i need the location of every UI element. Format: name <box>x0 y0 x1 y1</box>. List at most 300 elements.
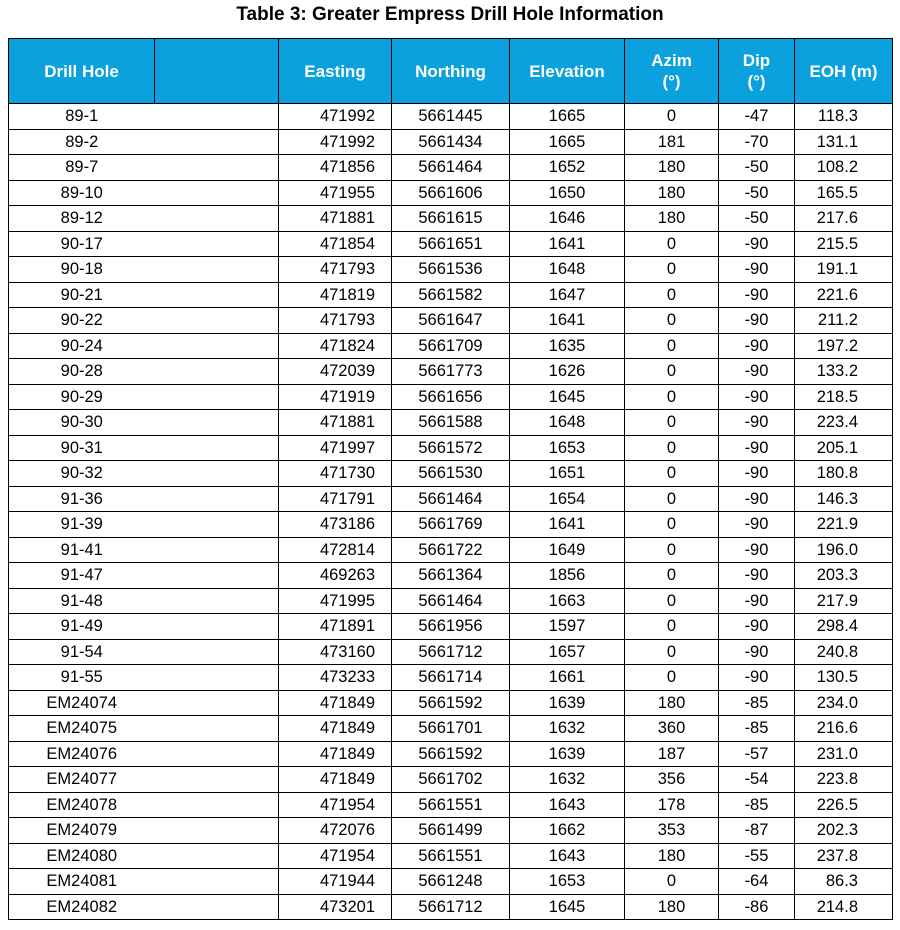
cell-dip: -70 <box>719 129 795 155</box>
cell-elevation: 1661 <box>510 665 625 691</box>
table-row <box>9 665 893 691</box>
cell-northing: 5661551 <box>392 843 510 869</box>
cell-eoh: 133.2 <box>795 359 893 385</box>
cell-spacer <box>155 614 279 640</box>
cell-elevation: 1645 <box>510 384 625 410</box>
cell-azim: 0 <box>625 104 719 130</box>
cell-azim: 353 <box>625 818 719 844</box>
cell-northing: 5661530 <box>392 461 510 487</box>
cell-spacer <box>155 384 279 410</box>
cell-elevation: 1650 <box>510 180 625 206</box>
cell-easting: 471791 <box>279 486 392 512</box>
cell-easting: 471849 <box>279 690 392 716</box>
cell-drill-hole: EM24080 <box>9 843 155 869</box>
cell-dip: -57 <box>719 741 795 767</box>
header-northing: Northing <box>392 39 510 104</box>
cell-northing: 5661615 <box>392 206 510 232</box>
cell-dip: -50 <box>719 155 795 181</box>
cell-azim: 0 <box>625 461 719 487</box>
cell-easting: 473233 <box>279 665 392 691</box>
cell-drill-hole: 90-29 <box>9 384 155 410</box>
cell-drill-hole: 91-41 <box>9 537 155 563</box>
cell-elevation: 1654 <box>510 486 625 512</box>
cell-elevation: 1648 <box>510 257 625 283</box>
cell-easting: 471849 <box>279 741 392 767</box>
cell-azim: 180 <box>625 894 719 920</box>
cell-spacer <box>155 690 279 716</box>
cell-easting: 471856 <box>279 155 392 181</box>
table-row <box>9 180 893 206</box>
cell-dip: -90 <box>719 537 795 563</box>
cell-spacer <box>155 410 279 436</box>
cell-easting: 471881 <box>279 206 392 232</box>
drill-hole-table <box>8 38 893 920</box>
cell-drill-hole: EM24074 <box>9 690 155 716</box>
cell-spacer <box>155 639 279 665</box>
cell-northing: 5661364 <box>392 563 510 589</box>
cell-eoh: 226.5 <box>795 792 893 818</box>
cell-elevation: 1632 <box>510 716 625 742</box>
cell-dip: -90 <box>719 588 795 614</box>
cell-eoh: 223.8 <box>795 767 893 793</box>
cell-northing: 5661248 <box>392 869 510 895</box>
cell-spacer <box>155 512 279 538</box>
cell-eoh: 221.6 <box>795 282 893 308</box>
cell-northing: 5661701 <box>392 716 510 742</box>
cell-elevation: 1641 <box>510 231 625 257</box>
cell-elevation: 1643 <box>510 792 625 818</box>
cell-elevation: 1653 <box>510 869 625 895</box>
cell-eoh: 86.3 <box>795 869 893 895</box>
cell-eoh: 215.5 <box>795 231 893 257</box>
cell-northing: 5661647 <box>392 308 510 334</box>
cell-drill-hole: 90-21 <box>9 282 155 308</box>
cell-eoh: 211.2 <box>795 308 893 334</box>
cell-eoh: 214.8 <box>795 894 893 920</box>
cell-easting: 471824 <box>279 333 392 359</box>
table-row <box>9 690 893 716</box>
table-row <box>9 308 893 334</box>
cell-spacer <box>155 716 279 742</box>
cell-dip: -90 <box>719 512 795 538</box>
cell-drill-hole: 89-7 <box>9 155 155 181</box>
cell-northing: 5661712 <box>392 894 510 920</box>
cell-dip: -85 <box>719 716 795 742</box>
cell-easting: 471793 <box>279 308 392 334</box>
cell-northing: 5661445 <box>392 104 510 130</box>
cell-azim: 180 <box>625 180 719 206</box>
cell-spacer <box>155 792 279 818</box>
cell-elevation: 1597 <box>510 614 625 640</box>
cell-azim: 356 <box>625 767 719 793</box>
table-row <box>9 257 893 283</box>
header-dip-label: Dip <box>742 51 771 70</box>
cell-drill-hole: 89-2 <box>9 129 155 155</box>
cell-spacer <box>155 741 279 767</box>
cell-northing: 5661956 <box>392 614 510 640</box>
cell-drill-hole: 89-12 <box>9 206 155 232</box>
cell-drill-hole: 90-17 <box>9 231 155 257</box>
cell-elevation: 1665 <box>510 104 625 130</box>
table-row <box>9 104 893 130</box>
cell-eoh: 180.8 <box>795 461 893 487</box>
cell-spacer <box>155 563 279 589</box>
cell-eoh: 216.6 <box>795 716 893 742</box>
table-row <box>9 410 893 436</box>
cell-drill-hole: 91-55 <box>9 665 155 691</box>
cell-northing: 5661536 <box>392 257 510 283</box>
cell-easting: 471730 <box>279 461 392 487</box>
table-row <box>9 359 893 385</box>
cell-elevation: 1652 <box>510 155 625 181</box>
cell-spacer <box>155 665 279 691</box>
cell-spacer <box>155 257 279 283</box>
cell-dip: -90 <box>719 563 795 589</box>
cell-spacer <box>155 359 279 385</box>
cell-eoh: 205.1 <box>795 435 893 461</box>
cell-easting: 472039 <box>279 359 392 385</box>
cell-elevation: 1635 <box>510 333 625 359</box>
cell-easting: 471992 <box>279 104 392 130</box>
cell-northing: 5661722 <box>392 537 510 563</box>
cell-northing: 5661582 <box>392 282 510 308</box>
cell-eoh: 217.6 <box>795 206 893 232</box>
table-row <box>9 333 893 359</box>
cell-drill-hole: 90-31 <box>9 435 155 461</box>
cell-dip: -90 <box>719 359 795 385</box>
cell-drill-hole: EM24076 <box>9 741 155 767</box>
cell-dip: -90 <box>719 639 795 665</box>
cell-azim: 0 <box>625 435 719 461</box>
cell-dip: -50 <box>719 180 795 206</box>
cell-eoh: 202.3 <box>795 818 893 844</box>
table-row <box>9 206 893 232</box>
cell-eoh: 298.4 <box>795 614 893 640</box>
cell-spacer <box>155 206 279 232</box>
table-row <box>9 716 893 742</box>
cell-drill-hole: 90-18 <box>9 257 155 283</box>
cell-elevation: 1647 <box>510 282 625 308</box>
cell-northing: 5661769 <box>392 512 510 538</box>
table-row <box>9 231 893 257</box>
cell-northing: 5661464 <box>392 588 510 614</box>
cell-easting: 471891 <box>279 614 392 640</box>
cell-elevation: 1657 <box>510 639 625 665</box>
cell-eoh: 231.0 <box>795 741 893 767</box>
cell-azim: 181 <box>625 129 719 155</box>
cell-drill-hole: 91-39 <box>9 512 155 538</box>
cell-eoh: 217.9 <box>795 588 893 614</box>
cell-dip: -90 <box>719 410 795 436</box>
cell-azim: 0 <box>625 665 719 691</box>
table-row <box>9 767 893 793</box>
table-row <box>9 461 893 487</box>
cell-dip: -85 <box>719 792 795 818</box>
cell-easting: 471849 <box>279 767 392 793</box>
cell-drill-hole: 91-54 <box>9 639 155 665</box>
cell-northing: 5661499 <box>392 818 510 844</box>
cell-spacer <box>155 894 279 920</box>
table-row <box>9 818 893 844</box>
cell-northing: 5661606 <box>392 180 510 206</box>
cell-eoh: 191.1 <box>795 257 893 283</box>
cell-spacer <box>155 104 279 130</box>
cell-northing: 5661773 <box>392 359 510 385</box>
cell-spacer <box>155 767 279 793</box>
cell-elevation: 1645 <box>510 894 625 920</box>
cell-spacer <box>155 486 279 512</box>
cell-easting: 471854 <box>279 231 392 257</box>
cell-northing: 5661588 <box>392 410 510 436</box>
table-row <box>9 741 893 767</box>
header-drill-hole: Drill Hole <box>9 39 155 104</box>
cell-drill-hole: EM24081 <box>9 869 155 895</box>
cell-drill-hole: 90-24 <box>9 333 155 359</box>
cell-drill-hole: 90-30 <box>9 410 155 436</box>
cell-northing: 5661551 <box>392 792 510 818</box>
cell-eoh: 197.2 <box>795 333 893 359</box>
cell-northing: 5661709 <box>392 333 510 359</box>
table-title: Table 3: Greater Empress Drill Hole Information <box>236 4 664 25</box>
cell-northing: 5661712 <box>392 639 510 665</box>
cell-elevation: 1626 <box>510 359 625 385</box>
cell-eoh: 165.5 <box>795 180 893 206</box>
cell-spacer <box>155 333 279 359</box>
cell-spacer <box>155 155 279 181</box>
cell-azim: 0 <box>625 486 719 512</box>
cell-drill-hole: 91-48 <box>9 588 155 614</box>
cell-elevation: 1649 <box>510 537 625 563</box>
cell-northing: 5661592 <box>392 690 510 716</box>
table-row <box>9 537 893 563</box>
table-body <box>9 104 893 920</box>
cell-dip: -90 <box>719 614 795 640</box>
cell-spacer <box>155 843 279 869</box>
cell-dip: -86 <box>719 894 795 920</box>
cell-eoh: 203.3 <box>795 563 893 589</box>
table-row <box>9 614 893 640</box>
cell-northing: 5661434 <box>392 129 510 155</box>
cell-eoh: 130.5 <box>795 665 893 691</box>
cell-eoh: 234.0 <box>795 690 893 716</box>
cell-azim: 180 <box>625 690 719 716</box>
cell-drill-hole: 89-10 <box>9 180 155 206</box>
table-row <box>9 563 893 589</box>
table-header-row <box>9 39 893 104</box>
cell-dip: -90 <box>719 665 795 691</box>
table-row <box>9 155 893 181</box>
header-spacer <box>155 39 279 104</box>
cell-dip: -47 <box>719 104 795 130</box>
header-eoh: EOH (m) <box>795 39 893 104</box>
cell-elevation: 1653 <box>510 435 625 461</box>
cell-azim: 360 <box>625 716 719 742</box>
cell-azim: 0 <box>625 410 719 436</box>
cell-drill-hole: 91-49 <box>9 614 155 640</box>
cell-azim: 180 <box>625 155 719 181</box>
header-elevation: Elevation <box>510 39 625 104</box>
cell-dip: -55 <box>719 843 795 869</box>
cell-drill-hole: EM24077 <box>9 767 155 793</box>
table-row <box>9 588 893 614</box>
cell-azim: 187 <box>625 741 719 767</box>
cell-easting: 471793 <box>279 257 392 283</box>
cell-eoh: 218.5 <box>795 384 893 410</box>
cell-eoh: 108.2 <box>795 155 893 181</box>
cell-spacer <box>155 435 279 461</box>
table-row <box>9 129 893 155</box>
cell-azim: 0 <box>625 588 719 614</box>
cell-azim: 0 <box>625 512 719 538</box>
cell-spacer <box>155 282 279 308</box>
cell-northing: 5661464 <box>392 486 510 512</box>
cell-easting: 471919 <box>279 384 392 410</box>
header-dip <box>719 39 795 104</box>
cell-drill-hole: 89-1 <box>9 104 155 130</box>
cell-spacer <box>155 461 279 487</box>
cell-elevation: 1639 <box>510 690 625 716</box>
cell-elevation: 1641 <box>510 512 625 538</box>
cell-easting: 471954 <box>279 843 392 869</box>
cell-dip: -90 <box>719 257 795 283</box>
cell-drill-hole: EM24075 <box>9 716 155 742</box>
cell-drill-hole: 91-47 <box>9 563 155 589</box>
cell-easting: 473186 <box>279 512 392 538</box>
cell-azim: 0 <box>625 869 719 895</box>
cell-azim: 0 <box>625 614 719 640</box>
cell-azim: 0 <box>625 257 719 283</box>
table-row <box>9 843 893 869</box>
cell-dip: -90 <box>719 308 795 334</box>
cell-elevation: 1856 <box>510 563 625 589</box>
cell-dip: -90 <box>719 231 795 257</box>
cell-easting: 471955 <box>279 180 392 206</box>
header-azim <box>625 39 719 104</box>
cell-northing: 5661651 <box>392 231 510 257</box>
cell-dip: -54 <box>719 767 795 793</box>
cell-dip: -50 <box>719 206 795 232</box>
cell-azim: 0 <box>625 537 719 563</box>
cell-spacer <box>155 869 279 895</box>
cell-elevation: 1643 <box>510 843 625 869</box>
cell-elevation: 1662 <box>510 818 625 844</box>
cell-easting: 471992 <box>279 129 392 155</box>
table-row <box>9 792 893 818</box>
cell-drill-hole: 91-36 <box>9 486 155 512</box>
cell-dip: -90 <box>719 461 795 487</box>
cell-spacer <box>155 537 279 563</box>
cell-northing: 5661592 <box>392 741 510 767</box>
header-azim-label: Azim <box>651 51 692 70</box>
table-row <box>9 435 893 461</box>
cell-easting: 473201 <box>279 894 392 920</box>
header-azim-unit: (°) <box>662 72 681 91</box>
cell-azim: 0 <box>625 333 719 359</box>
cell-drill-hole: 90-32 <box>9 461 155 487</box>
cell-azim: 0 <box>625 384 719 410</box>
cell-elevation: 1641 <box>510 308 625 334</box>
cell-dip: -90 <box>719 333 795 359</box>
cell-dip: -90 <box>719 435 795 461</box>
table-row <box>9 639 893 665</box>
cell-elevation: 1632 <box>510 767 625 793</box>
cell-easting: 472814 <box>279 537 392 563</box>
cell-spacer <box>155 818 279 844</box>
cell-spacer <box>155 129 279 155</box>
cell-easting: 471997 <box>279 435 392 461</box>
cell-spacer <box>155 231 279 257</box>
cell-northing: 5661656 <box>392 384 510 410</box>
cell-spacer <box>155 180 279 206</box>
cell-easting: 473160 <box>279 639 392 665</box>
cell-elevation: 1639 <box>510 741 625 767</box>
cell-drill-hole: EM24079 <box>9 818 155 844</box>
cell-easting: 469263 <box>279 563 392 589</box>
cell-eoh: 146.3 <box>795 486 893 512</box>
cell-dip: -87 <box>719 818 795 844</box>
cell-easting: 471849 <box>279 716 392 742</box>
cell-azim: 0 <box>625 639 719 665</box>
cell-dip: -85 <box>719 690 795 716</box>
cell-eoh: 237.8 <box>795 843 893 869</box>
cell-dip: -90 <box>719 486 795 512</box>
cell-northing: 5661702 <box>392 767 510 793</box>
cell-azim: 178 <box>625 792 719 818</box>
cell-azim: 0 <box>625 563 719 589</box>
cell-azim: 180 <box>625 206 719 232</box>
header-dip-unit: (°) <box>747 72 766 91</box>
table-row <box>9 486 893 512</box>
cell-elevation: 1651 <box>510 461 625 487</box>
table-row <box>9 384 893 410</box>
cell-spacer <box>155 308 279 334</box>
cell-drill-hole: EM24078 <box>9 792 155 818</box>
cell-azim: 0 <box>625 359 719 385</box>
cell-eoh: 118.3 <box>795 104 893 130</box>
cell-dip: -90 <box>719 384 795 410</box>
cell-northing: 5661572 <box>392 435 510 461</box>
table-row <box>9 282 893 308</box>
cell-easting: 471944 <box>279 869 392 895</box>
cell-elevation: 1663 <box>510 588 625 614</box>
cell-eoh: 131.1 <box>795 129 893 155</box>
cell-azim: 180 <box>625 843 719 869</box>
table-row <box>9 869 893 895</box>
cell-azim: 0 <box>625 282 719 308</box>
cell-easting: 472076 <box>279 818 392 844</box>
cell-dip: -64 <box>719 869 795 895</box>
table-row <box>9 894 893 920</box>
cell-azim: 0 <box>625 308 719 334</box>
cell-easting: 471954 <box>279 792 392 818</box>
cell-drill-hole: 90-28 <box>9 359 155 385</box>
cell-azim: 0 <box>625 231 719 257</box>
cell-northing: 5661714 <box>392 665 510 691</box>
cell-drill-hole: 90-22 <box>9 308 155 334</box>
cell-elevation: 1665 <box>510 129 625 155</box>
cell-easting: 471819 <box>279 282 392 308</box>
cell-eoh: 240.8 <box>795 639 893 665</box>
cell-elevation: 1648 <box>510 410 625 436</box>
cell-elevation: 1646 <box>510 206 625 232</box>
cell-spacer <box>155 588 279 614</box>
cell-northing: 5661464 <box>392 155 510 181</box>
table-row <box>9 512 893 538</box>
cell-drill-hole: EM24082 <box>9 894 155 920</box>
cell-easting: 471995 <box>279 588 392 614</box>
cell-dip: -90 <box>719 282 795 308</box>
header-easting: Easting <box>279 39 392 104</box>
